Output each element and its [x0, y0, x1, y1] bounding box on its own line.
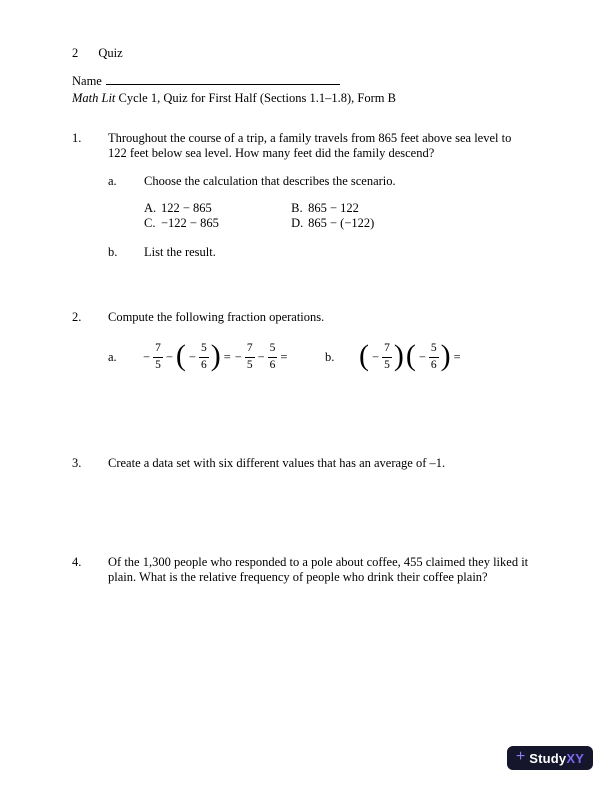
choice-d: [291, 216, 374, 230]
left-paren: (: [175, 339, 186, 373]
q2b-label: b.: [325, 350, 335, 364]
right-paren: ): [440, 339, 451, 373]
left-paren: (: [359, 339, 369, 373]
name-label: Name: [72, 74, 102, 88]
q4-text: [108, 555, 538, 584]
right-paren: ): [393, 339, 404, 373]
numerator: 7: [155, 342, 161, 354]
brand-name-study: Study: [529, 750, 567, 766]
q4-number: 4.: [72, 555, 82, 569]
q2a-label: a.: [108, 350, 117, 364]
q4-text-line1: Of the 1,300 people who responded to a pole about coffee, 455 claimed they liked it: [108, 555, 529, 569]
minus-sign: −: [372, 349, 380, 364]
course-title-row: [72, 91, 396, 106]
studyxy-logo-badge: [507, 746, 593, 770]
q2b-expression: [358, 339, 463, 375]
fraction-5-6: [429, 343, 439, 371]
choice-a-expr: 122 − 865: [161, 201, 212, 215]
minus-sign: −: [418, 349, 426, 364]
q4-text-line2: plain. What is the relative frequency of people who drink their coffee plain?: [108, 569, 488, 584]
denominator: 6: [430, 358, 437, 371]
q1a-text: Choose the calculation that describes the scenario.: [144, 174, 396, 188]
fraction-5-6: [199, 343, 209, 371]
numerator: 5: [430, 342, 437, 354]
q1a-label: a.: [108, 174, 117, 188]
brand-name-xy: XY: [566, 750, 585, 766]
plus-icon: +: [515, 748, 526, 765]
q2-text: Compute the following fraction operations.: [108, 310, 325, 324]
numerator: 5: [269, 342, 276, 354]
fraction-7-5: [153, 343, 163, 371]
denominator: 5: [155, 358, 161, 371]
numerator: 7: [384, 342, 390, 354]
minus-sign: −: [188, 349, 196, 364]
fraction-7-5: [245, 343, 255, 371]
q1-number: 1.: [72, 131, 82, 145]
minus-sign: −: [234, 349, 242, 364]
denominator: 6: [269, 358, 276, 371]
q1-text-line2: 122 feet below sea level. How many feet did the family descend?: [108, 145, 435, 160]
minus-sign: −: [257, 349, 265, 364]
choice-c-label: C.: [144, 215, 156, 230]
fraction-5-6: [268, 343, 278, 371]
q1-text-line1: Throughout the course of a trip, a family travels from 865 feet above sea level to: [108, 131, 512, 145]
denominator: 5: [384, 358, 390, 371]
numerator: 5: [200, 342, 207, 354]
choice-b-label: B.: [291, 201, 303, 215]
q2-number: 2.: [72, 310, 82, 324]
minus-sign: −: [165, 349, 173, 364]
equals-sign: =: [453, 349, 461, 364]
q3-text: Create a data set with six different values that has an average of –1.: [108, 456, 446, 470]
right-paren: ): [210, 339, 221, 373]
q1-choices-row1: [144, 201, 359, 216]
choice-a: [144, 201, 288, 216]
q3-number: 3.: [72, 456, 82, 470]
left-paren: (: [405, 339, 416, 373]
choice-c: [144, 216, 288, 231]
q1-choices-row2: [144, 216, 374, 231]
equals-sign: =: [223, 349, 231, 364]
page-header: [72, 46, 123, 61]
minus-sign: −: [143, 349, 151, 364]
name-row: [72, 72, 340, 89]
choice-b-expr: 865 − 122: [308, 201, 359, 215]
choice-b: [291, 201, 359, 215]
course-title-italic: Math Lit: [72, 91, 116, 105]
numerator: 7: [246, 342, 253, 354]
course-title-rest: Cycle 1, Quiz for First Half (Sections 1.1–1.8), Form B: [115, 91, 396, 105]
q1b-label: b.: [108, 245, 118, 259]
denominator: 6: [200, 358, 207, 371]
q2a-expression: [141, 339, 289, 375]
header-running-title: Quiz: [98, 46, 123, 60]
equals-sign: =: [280, 349, 288, 364]
name-blank-line: [106, 72, 340, 85]
header-page-number: 2: [72, 46, 79, 60]
brand-name: [529, 751, 584, 766]
choice-d-label: D.: [291, 215, 304, 230]
q1b-text: List the result.: [144, 245, 216, 259]
fraction-7-5: [382, 343, 392, 371]
q1-text: [108, 131, 528, 160]
choice-d-expr: 865 − (−122): [308, 215, 375, 230]
choice-c-expr: −122 − 865: [161, 215, 219, 230]
choice-a-label: A.: [144, 201, 157, 215]
denominator: 5: [246, 358, 253, 371]
